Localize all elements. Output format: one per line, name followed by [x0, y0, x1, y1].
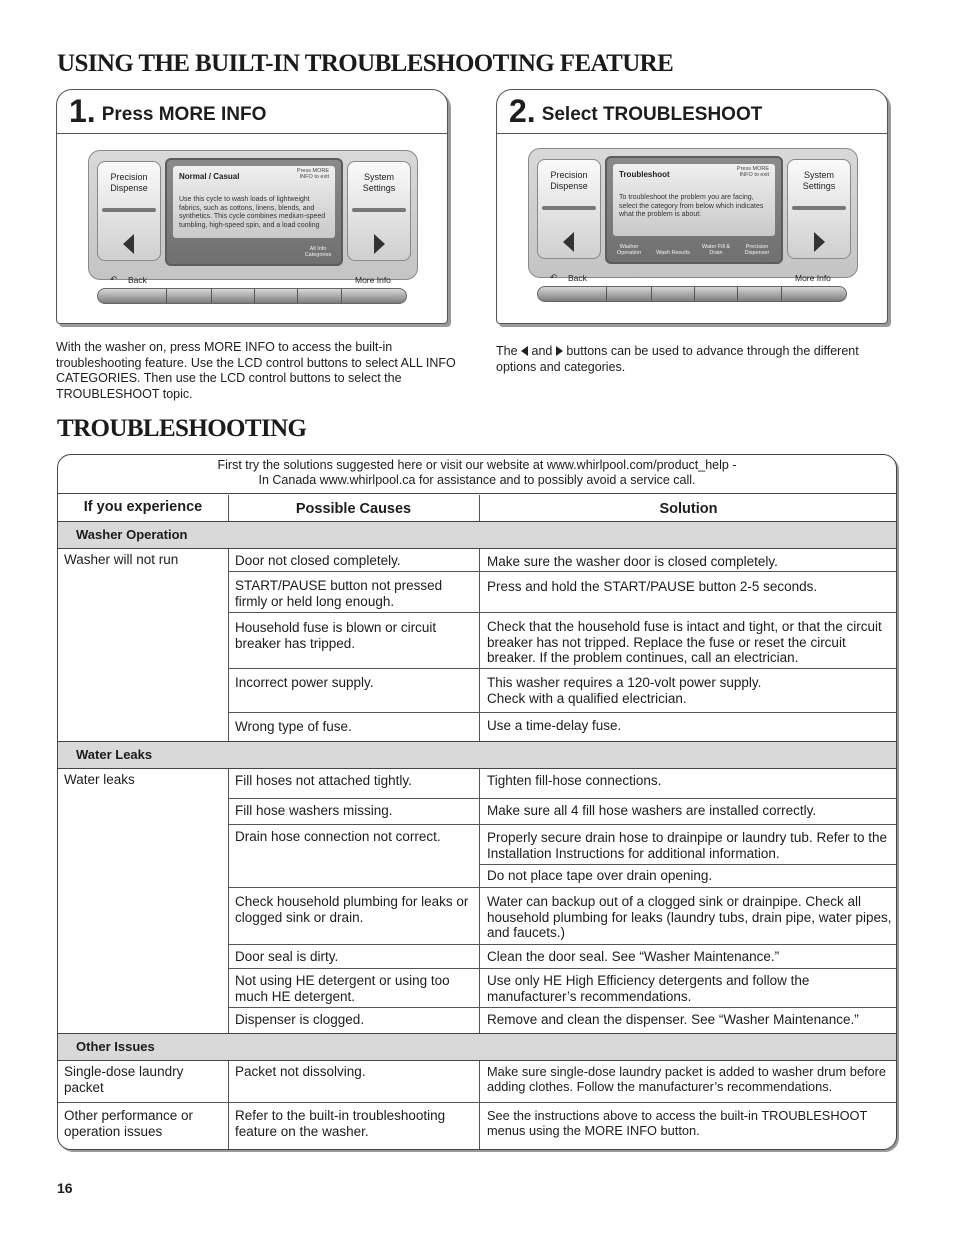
solution-cell: Use only HE High Efficiency detergents and follow the manufacturer’s recommendations. — [487, 973, 810, 1004]
cause-cell: Refer to the built-in troubleshooting feature on the washer. — [235, 1108, 446, 1139]
lcd-title: Troubleshoot — [619, 170, 670, 179]
cause-cell: Drain hose connection not correct. — [235, 829, 441, 844]
solution-cell: Clean the door seal. See “Washer Maintenance.” — [487, 949, 780, 964]
divider — [102, 208, 156, 212]
right-arrow-icon — [374, 234, 385, 254]
step-2-header — [497, 90, 887, 134]
lcd-title: Normal / Casual — [179, 172, 240, 181]
step-1-caption: With the washer on, press MORE INFO to access the built-in troubleshooting feature. Use the LCD control buttons to select ALL INFO CATEGORIES. Then use the LCD control buttons to select the TROUBLESHOOT topic. — [56, 340, 456, 401]
intro-line: In Canada www.whirlpool.ca for assistance and to possibly avoid a service call. — [258, 473, 696, 487]
bar-divider — [737, 287, 738, 301]
cause-cell: Wrong type of fuse. — [235, 719, 352, 734]
lcd-footer-item[interactable]: Water Fill & Drain — [701, 244, 731, 256]
divider — [542, 206, 596, 210]
lcd-text: Use this cycle to wash loads of lightweight fabrics, such as cottons, linens, blends, and synthetics. This cycle combines medium-speed tumbling, high-speed spin, and a load cooling — [179, 196, 326, 229]
row-rule — [228, 824, 897, 825]
row-rule — [228, 968, 897, 969]
cause-cell: Door not closed completely. — [235, 553, 401, 568]
right-triangle-icon — [556, 346, 563, 356]
step-2-caption — [496, 344, 896, 375]
cause-cell: START/PAUSE button not pressed firmly or held long enough. — [235, 578, 443, 609]
step-title: Press MORE INFO — [101, 104, 267, 125]
right-arrow-icon — [814, 232, 825, 252]
lcd-display — [613, 164, 775, 236]
solution-cell: Make sure the washer door is closed completely. — [487, 554, 778, 569]
lcd-hint: Press MORE INFO to exit — [296, 168, 329, 180]
bar-divider — [651, 287, 652, 301]
solution-cell: Water can backup out of a clogged sink or drainpipe. Check all household plumbing for leaks (laundry tubs, drain pipe, water pipes, and faucets.) — [487, 894, 892, 940]
step-number: 1. — [69, 93, 96, 129]
col-rule — [479, 1061, 480, 1150]
button-label: Precision Dispense — [110, 172, 148, 193]
lcd-control-bar[interactable] — [537, 286, 847, 302]
lcd-display — [173, 166, 335, 238]
cause-cell: Fill hose washers missing. — [235, 803, 393, 818]
row-rule — [228, 712, 897, 713]
precision-dispense-button[interactable] — [97, 161, 161, 261]
step-number: 2. — [509, 93, 536, 129]
header-experience: If you experience — [83, 499, 203, 515]
divider — [352, 208, 406, 212]
cause-cell: Incorrect power supply. — [235, 675, 374, 690]
system-settings-button[interactable] — [787, 159, 851, 259]
bar-divider — [166, 289, 167, 303]
table-intro — [58, 455, 896, 494]
col-rule — [228, 495, 229, 521]
button-label: System Settings — [802, 170, 836, 191]
troubleshooting-table — [57, 454, 897, 1150]
solution-cell: Remove and clean the dispenser. See “Washer Maintenance.” — [487, 1012, 859, 1027]
lcd-footer-item[interactable]: All Info Categories — [304, 246, 332, 258]
divider — [792, 206, 846, 210]
section-water-leaks: Water Leaks — [58, 741, 896, 769]
row-rule — [228, 1007, 897, 1008]
bar-divider — [341, 289, 342, 303]
problem-cell: Water leaks — [64, 772, 135, 787]
section-heading-troubleshooting: TROUBLESHOOTING — [57, 415, 307, 442]
row-rule — [479, 864, 897, 865]
cause-cell: Household fuse is blown or circuit breaker has tripped. — [235, 620, 437, 651]
header-solution: Solution — [659, 501, 718, 517]
bar-divider — [606, 287, 607, 301]
row-rule — [228, 612, 897, 613]
bar-divider — [297, 289, 298, 303]
cause-cell: Packet not dissolving. — [235, 1064, 366, 1079]
page-number: 16 — [57, 1180, 73, 1196]
control-panel — [88, 150, 418, 280]
button-label: System Settings — [362, 172, 396, 193]
row-rule — [228, 571, 897, 572]
header-causes: Possible Causes — [295, 501, 412, 517]
back-label: Back — [128, 275, 147, 285]
caption-text: The — [496, 344, 518, 358]
col-rule — [479, 769, 480, 1033]
cause-cell: Dispenser is clogged. — [235, 1012, 365, 1027]
button-label: Precision Dispense — [550, 170, 588, 191]
col-rule — [228, 1061, 229, 1150]
cause-cell: Door seal is dirty. — [235, 949, 339, 964]
lcd-screen — [165, 158, 343, 266]
back-icon: ↶ — [550, 272, 558, 282]
bar-divider — [211, 289, 212, 303]
step-1-box — [56, 89, 448, 324]
solution-cell: Check that the household fuse is intact and tight, or that the circuit breaker has not tripped. Replace the fuse or reset the circuit breaker. If the problem continues, call an electrician. — [487, 619, 882, 665]
cause-cell: Not using HE detergent or using too much HE detergent. — [235, 973, 450, 1004]
problem-cell: Single-dose laundry packet — [64, 1064, 184, 1095]
back-label: Back — [568, 273, 587, 283]
solution-cell: Tighten fill-hose connections. — [487, 773, 662, 788]
section-heading-builtin: USING THE BUILT-IN TROUBLESHOOTING FEATURE — [57, 50, 674, 77]
bar-divider — [781, 287, 782, 301]
step-1-header — [57, 90, 447, 134]
row-rule — [228, 887, 897, 888]
lcd-screen — [605, 156, 783, 264]
solution-cell: Use a time-delay fuse. — [487, 718, 622, 733]
more-info-label: More Info — [355, 275, 391, 285]
cause-cell: Check household plumbing for leaks or clogged sink or drain. — [235, 894, 469, 925]
left-arrow-icon — [563, 232, 574, 252]
system-settings-button[interactable] — [347, 161, 411, 261]
lcd-text: To troubleshoot the problem you are facing, select the category from below which indicates what the problem is about: — [619, 194, 764, 218]
solution-cell: Do not place tape over drain opening. — [487, 868, 713, 883]
precision-dispense-button[interactable] — [537, 159, 601, 259]
solution-cell: Make sure all 4 fill hose washers are installed correctly. — [487, 803, 817, 818]
solution-cell: This washer requires a 120-volt power supply. Check with a qualified electrician. — [487, 675, 762, 706]
step-title: Select TROUBLESHOOT — [541, 104, 763, 125]
problem-cell: Other performance or operation issues — [64, 1108, 194, 1139]
solution-cell: See the instructions above to access the built-in TROUBLESHOOT menus using the MORE INFO button. — [487, 1108, 868, 1138]
section-other-issues: Other Issues — [58, 1033, 896, 1061]
left-arrow-icon — [123, 234, 134, 254]
lcd-footer-item[interactable]: Washer Operation — [616, 244, 642, 256]
left-triangle-icon — [521, 346, 528, 356]
lcd-footer-item[interactable]: Precision Dispenser — [744, 244, 770, 256]
row-rule — [228, 668, 897, 669]
back-icon: ↶ — [110, 274, 118, 284]
lcd-footer-item[interactable]: Wash Results — [656, 250, 690, 256]
col-rule — [479, 495, 480, 521]
cause-cell: Fill hoses not attached tightly. — [235, 773, 412, 788]
row-rule — [228, 944, 897, 945]
control-panel — [528, 148, 858, 278]
intro-line: First try the solutions suggested here or visit our website at www.whirlpool.com/product_help - — [217, 458, 737, 472]
caption-text: and — [531, 344, 553, 358]
solution-cell: Make sure single-dose laundry packet is added to washer drum before adding clothes. Follow the manufacturer’s recommendations. — [487, 1064, 887, 1094]
section-washer-operation: Washer Operation — [58, 521, 896, 549]
col-rule — [228, 769, 229, 1033]
step-2-box — [496, 89, 888, 324]
lcd-control-bar[interactable] — [97, 288, 407, 304]
problem-cell: Washer will not run — [64, 552, 179, 567]
bar-divider — [694, 287, 695, 301]
caption-text: buttons can be used to advance through the different options and categories. — [496, 344, 859, 374]
solution-cell: Properly secure drain hose to drainpipe or laundry tub. Refer to the Installation Instructions for additional information. — [487, 830, 887, 861]
more-info-label: More Info — [795, 273, 831, 283]
lcd-hint: Press MORE INFO to exit — [736, 166, 769, 178]
row-rule — [228, 798, 897, 799]
solution-cell: Press and hold the START/PAUSE button 2-5 seconds. — [487, 579, 818, 594]
bar-divider — [254, 289, 255, 303]
row-rule — [58, 1102, 897, 1103]
